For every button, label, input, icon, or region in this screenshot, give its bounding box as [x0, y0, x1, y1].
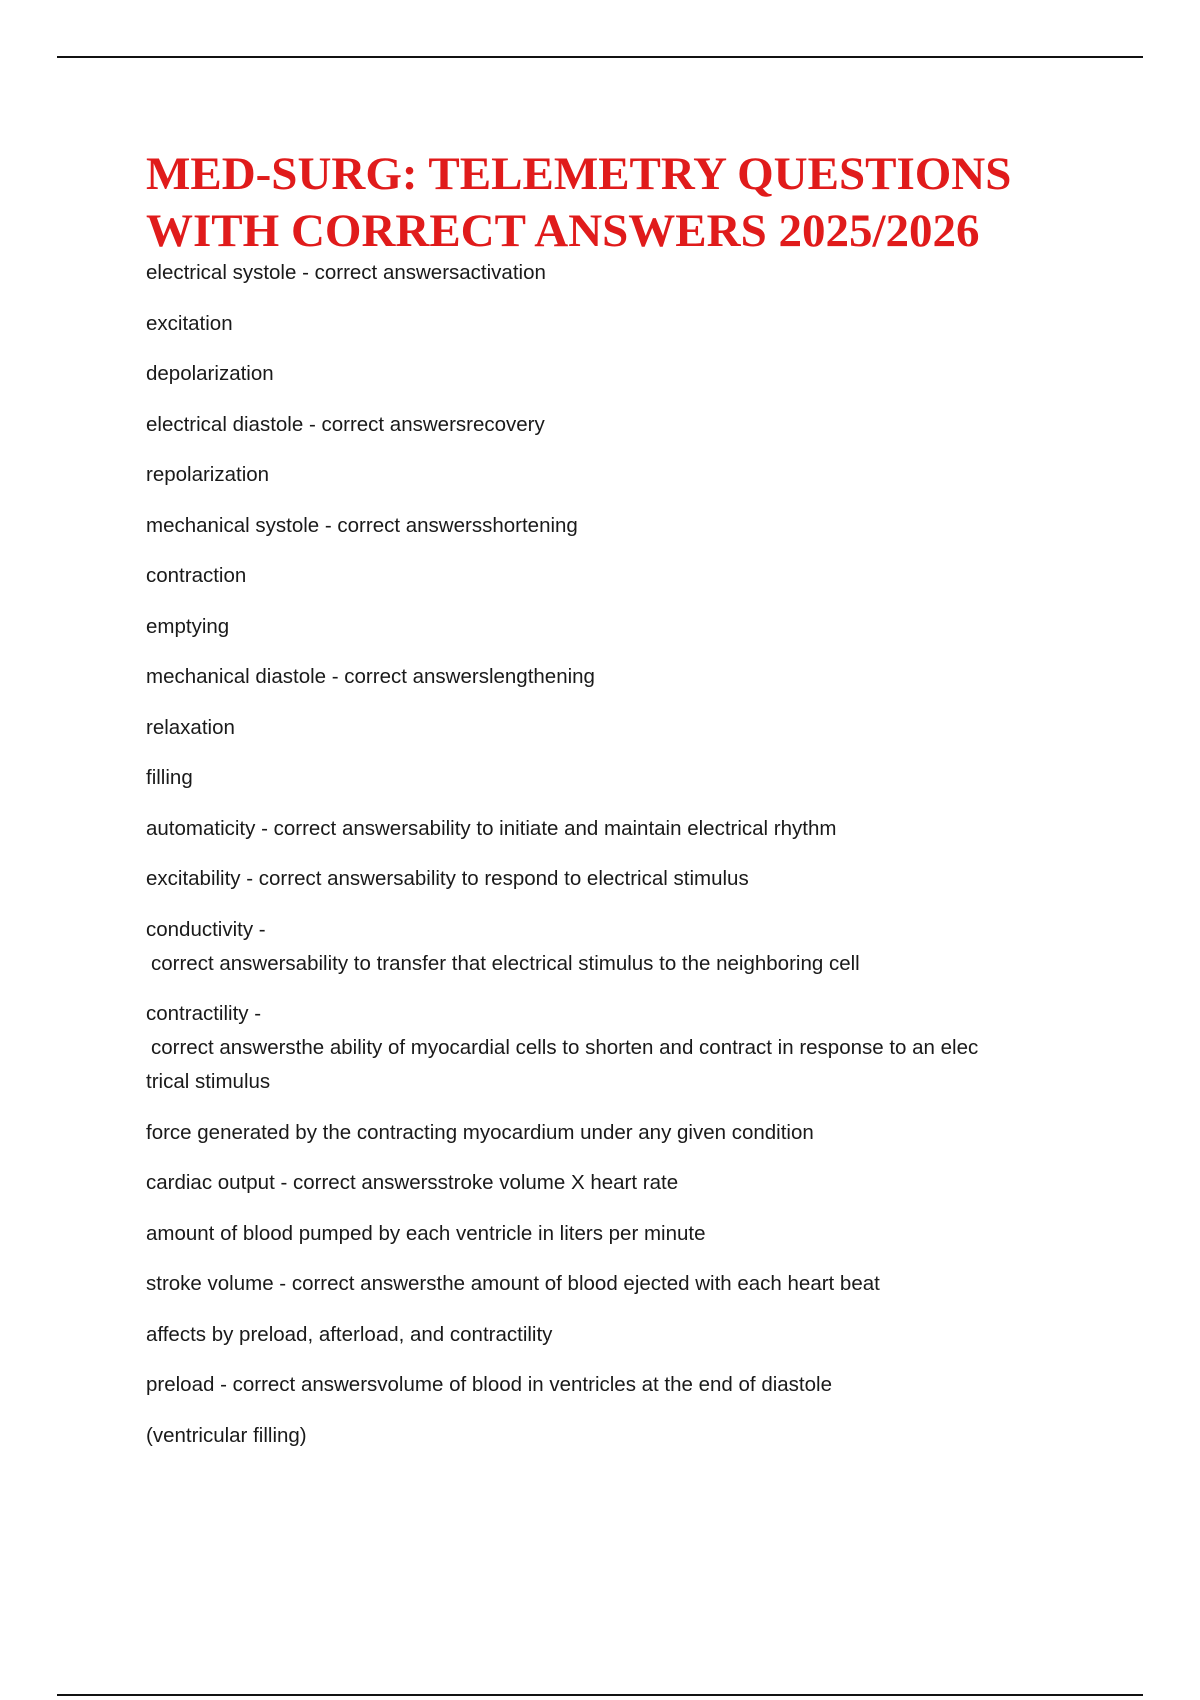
qa-line: [146, 357, 1066, 391]
qa-line: [146, 913, 1066, 981]
qa-line: [146, 610, 1066, 644]
qa-line-text: mechanical diastole - correct answerslengthening: [146, 665, 595, 688]
qa-line: [146, 307, 1066, 341]
qa-line-text: automaticity - correct answersability to initiate and maintain electrical rhythm: [146, 816, 837, 840]
qa-line-text: contractility -: [146, 1002, 262, 1025]
qa-line: [146, 408, 1066, 442]
qa-line-text: mechanical systole - correct answersshortening: [146, 513, 578, 537]
qa-line-text: emptying: [146, 614, 230, 638]
qa-line-text: relaxation: [146, 715, 235, 739]
qa-line: [146, 559, 1066, 593]
qa-line: [146, 1419, 1066, 1453]
document-title: [146, 146, 1106, 260]
qa-line-text: excitation: [146, 311, 233, 335]
qa-line-text: contraction: [146, 564, 247, 587]
qa-line-text: electrical diastole - correct answersrecovery: [146, 412, 545, 436]
qa-line-text: depolarization: [146, 362, 274, 385]
qa-line-text: conductivity -: [146, 917, 266, 941]
top-rule: [57, 56, 1143, 58]
qa-list: [146, 256, 1066, 1469]
qa-line: [146, 1217, 1066, 1251]
qa-line-continuation: trical stimulus: [146, 1070, 271, 1093]
qa-line: [146, 997, 1066, 1099]
qa-line-text: stroke volume - correct answersthe amount of blood ejected with each heart beat: [146, 1272, 880, 1295]
qa-line: [146, 1166, 1066, 1200]
qa-line: [146, 1267, 1066, 1301]
qa-line: [146, 458, 1066, 492]
qa-line-text: (ventricular filling): [146, 1423, 307, 1447]
qa-line-continuation: correct answersthe ability of myocardial cells to shorten and contract in response to an elec: [151, 1036, 979, 1059]
qa-line-text: amount of blood pumped by each ventricle in liters per minute: [146, 1221, 706, 1245]
qa-line-text: affects by preload, afterload, and contractility: [146, 1322, 553, 1346]
qa-line: [146, 660, 1066, 694]
qa-line: [146, 862, 1066, 896]
qa-line-text: electrical systole - correct answersactivation: [146, 261, 546, 284]
qa-line-continuation: correct answersability to transfer that electrical stimulus to the neighboring cell: [151, 951, 860, 975]
qa-line: [146, 812, 1066, 846]
qa-line: [146, 761, 1066, 795]
qa-line: [146, 509, 1066, 543]
qa-line-text: repolarization: [146, 463, 270, 486]
title-line-2: WITH CORRECT ANSWERS 2025/2026: [146, 205, 980, 257]
qa-line-text: excitability - correct answersability to respond to electrical stimulus: [146, 867, 749, 890]
qa-line: [146, 1116, 1066, 1150]
qa-line-text: cardiac output - correct answersstroke volume X heart rate: [146, 1171, 679, 1194]
qa-line: [146, 256, 1066, 290]
qa-line-text: filling: [146, 766, 193, 789]
qa-line-text: force generated by the contracting myocardium under any given condition: [146, 1120, 814, 1144]
qa-line: [146, 711, 1066, 745]
title-line-1: MED-SURG: TELEMETRY QUESTIONS: [146, 148, 1012, 200]
qa-line-text: preload - correct answersvolume of blood in ventricles at the end of diastole: [146, 1373, 832, 1396]
qa-line: [146, 1368, 1066, 1402]
bottom-rule: [57, 1694, 1143, 1696]
qa-line: [146, 1318, 1066, 1352]
